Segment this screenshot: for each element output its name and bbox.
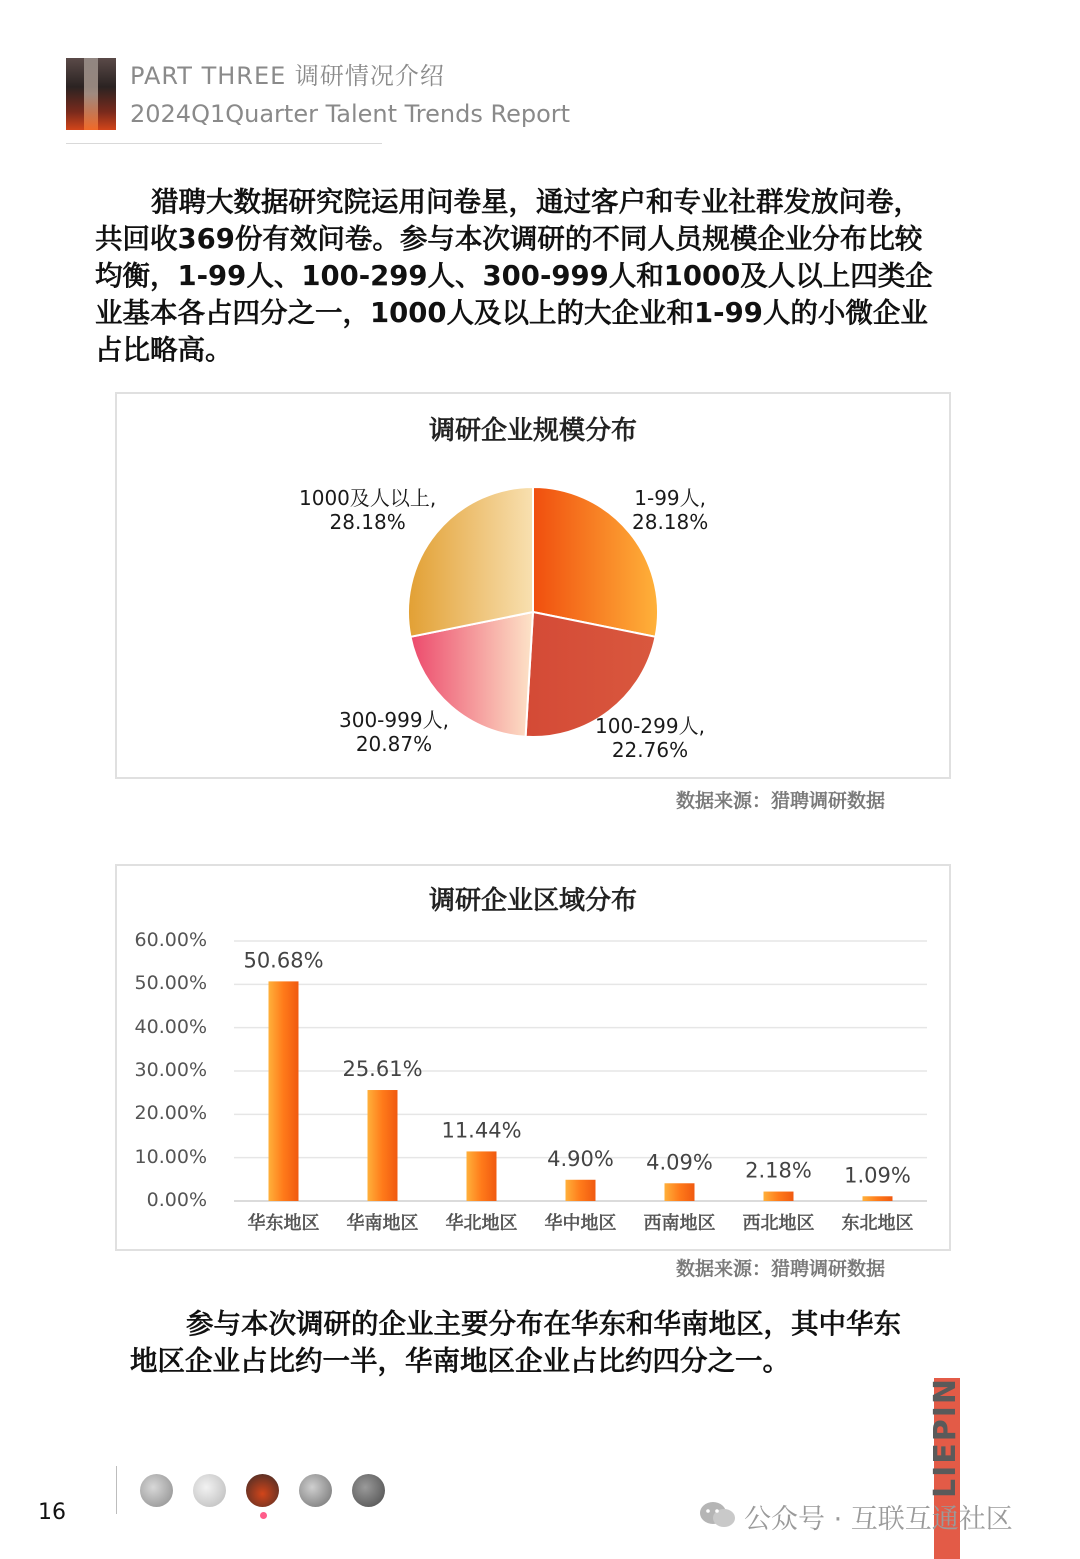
bar-3	[467, 1151, 497, 1201]
bar-value-label: 4.90%	[547, 1146, 614, 1171]
header-divider	[66, 143, 382, 144]
pie-label-300-999	[339, 708, 449, 756]
pie-label-300-999-name: 300-999人,	[339, 708, 449, 732]
bar-chart	[117, 866, 949, 1249]
bar-value-label: 50.68%	[243, 948, 324, 973]
bar-chart-title: 调研企业区域分布	[428, 886, 637, 916]
nav-thumb-4[interactable]	[299, 1474, 332, 1507]
pie-chart-title: 调研企业规模分布	[428, 416, 637, 446]
pie-chart	[117, 394, 949, 777]
pie-label-100-299	[595, 714, 705, 762]
bar-chart-panel	[115, 864, 951, 1251]
y-tick-label: 0.00%	[146, 1189, 207, 1211]
y-tick-label: 20.00%	[134, 1102, 207, 1125]
intro-paragraph: 猎聘大数据研究院运用问卷星，通过客户和专业社群发放问卷，共回收369份有效问卷。参与本次调研的不同人员规模企业分布比较均衡，1-99人、100-299人、300-999人和1000及人以上四类企业基本各占四分之一，1000人及以上的大企业和1-99人的小微企业占比略高。	[95, 186, 933, 366]
header-thumbnail	[66, 58, 116, 130]
pie-label-300-999-pct: 20.87%	[355, 732, 433, 756]
part-label: PART THREE 调研情况介绍	[130, 62, 445, 90]
pie-label-100-299-pct: 22.76%	[611, 738, 689, 762]
x-category-label: 华中地区	[544, 1213, 617, 1234]
pie-label-1-99	[632, 486, 708, 534]
x-category-label: 西北地区	[742, 1213, 815, 1234]
y-tick-label: 10.00%	[134, 1145, 207, 1168]
bar-1	[269, 981, 299, 1201]
x-category-label: 华南地区	[346, 1213, 419, 1234]
report-title: 2024Q1Quarter Talent Trends Report	[130, 100, 571, 128]
pie-label-1000plus	[299, 486, 436, 534]
bar-value-label: 1.09%	[844, 1163, 911, 1188]
x-category-label: 东北地区	[841, 1213, 914, 1234]
x-category-label: 西南地区	[643, 1213, 716, 1234]
nav-thumb-2[interactable]	[193, 1474, 226, 1507]
x-category-label: 华东地区	[247, 1213, 320, 1234]
y-tick-label: 60.00%	[134, 929, 207, 951]
bar-7	[863, 1196, 893, 1201]
pie-chart-panel	[115, 392, 951, 779]
nav-thumb-3[interactable]	[246, 1474, 279, 1507]
y-tick-label: 30.00%	[134, 1059, 207, 1081]
bar-chart-source: 数据来源：猎聘调研数据	[676, 1258, 886, 1280]
y-tick-label: 40.00%	[134, 1015, 207, 1038]
pie-chart-source: 数据来源：猎聘调研数据	[676, 790, 886, 812]
pie-label-1-99-name: 1-99人,	[634, 486, 706, 510]
page-number: 16	[38, 1500, 66, 1525]
nav-thumb-5[interactable]	[352, 1474, 385, 1507]
bar-value-label: 2.18%	[745, 1158, 812, 1183]
bar-value-label: 11.44%	[441, 1118, 522, 1143]
current-page-indicator	[260, 1512, 267, 1519]
footer-divider	[116, 1466, 117, 1514]
bar-2	[368, 1090, 398, 1201]
bar-6	[764, 1192, 794, 1201]
y-tick-label: 50.00%	[134, 972, 207, 995]
pie-label-100-299-name: 100-299人,	[595, 714, 705, 738]
bar-5	[665, 1183, 695, 1201]
closing-paragraph: 参与本次调研的企业主要分布在华东和华南地区，其中华东地区企业占比约一半，华南地区企业占比约四分之一。	[130, 1308, 901, 1377]
pie-label-1000plus-name: 1000及人以上,	[299, 486, 437, 510]
brand-vertical-text: LIEPIN	[928, 1376, 963, 1498]
bar-4	[566, 1180, 596, 1201]
x-category-label: 华北地区	[445, 1213, 518, 1234]
bar-value-label: 4.09%	[646, 1150, 713, 1175]
pie-label-1-99-pct: 28.18%	[632, 510, 709, 534]
wechat-icon	[698, 1500, 738, 1530]
nav-thumb-1[interactable]	[140, 1474, 173, 1507]
watermark: 公众号 · 互联互通社区	[744, 1504, 1013, 1535]
pie-label-1000plus-pct: 28.18%	[329, 510, 406, 534]
bar-value-label: 25.61%	[342, 1057, 423, 1082]
